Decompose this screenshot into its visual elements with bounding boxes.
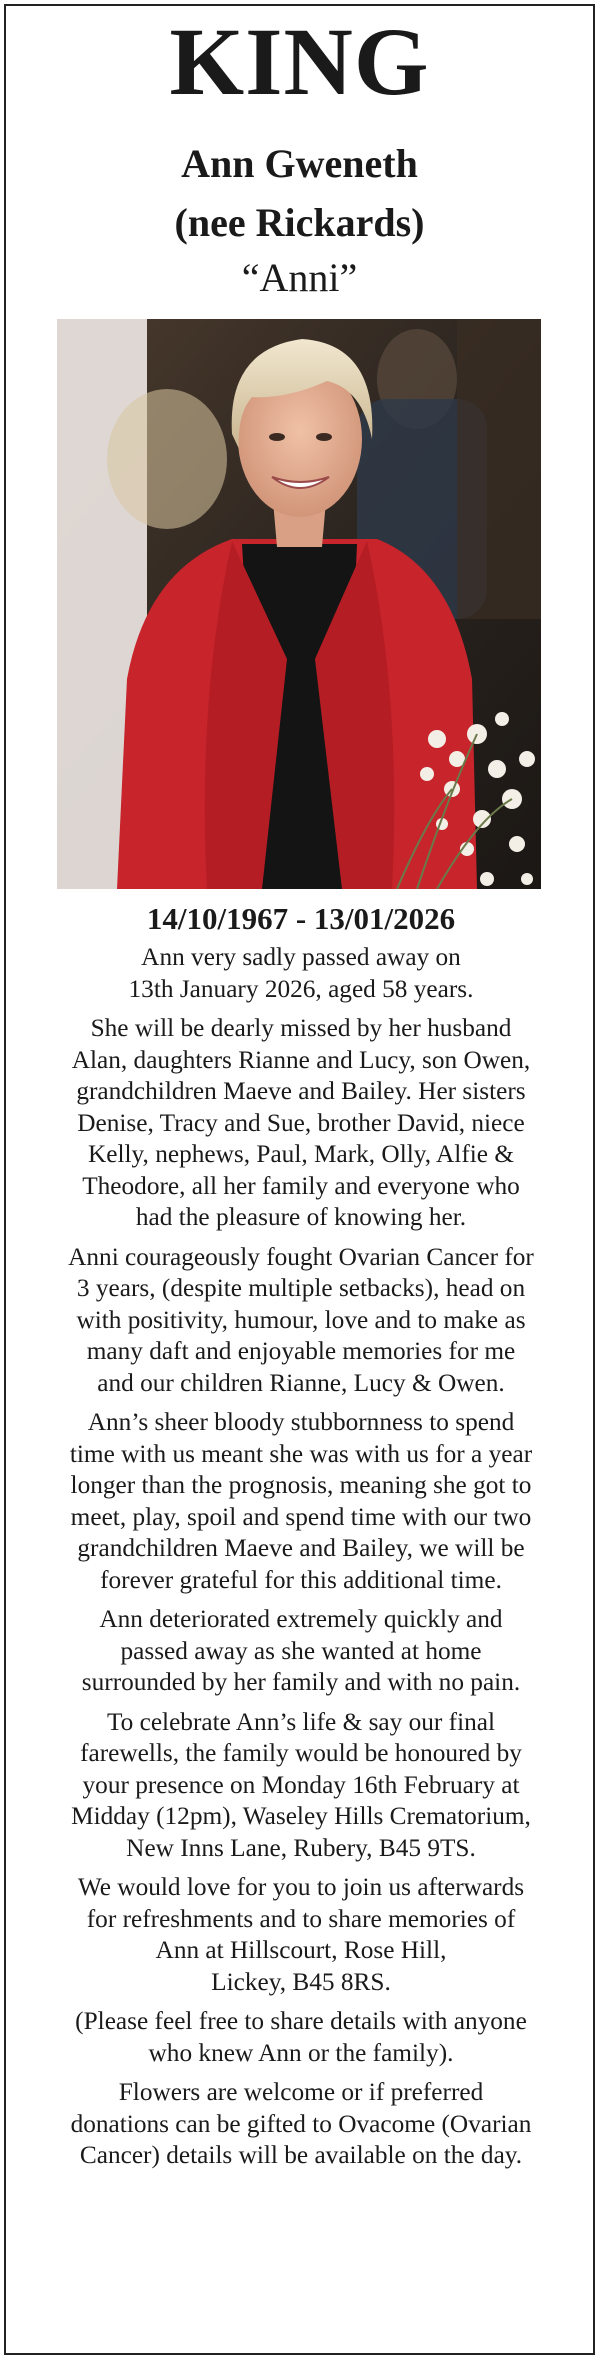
paragraph-family: She will be dearly missed by her husband Alan, daughters Rianne and Lucy, son Owen, grandchildren Maeve and Bailey. Her sisters Denise, Tracy and Sue, brother David, niece Kelly, nephews, Paul, Mark, Olly, Alfie & Theodore, all her family and everyone who had the pleasure of knowing her. [71,1014,531,1231]
life-dates: 14/10/1967 - 13/01/2026 [146,901,456,936]
paragraph-time: Ann’s sheer bloody stubbornness to spend time with us meant she was with us for a year longer than the prognosis, meaning she got to meet, play, spoil and spend time with our two grandchildren Maeve and Bailey, we will be forever grateful for this additional time. [69,1408,533,1594]
paragraph-passing: Ann very sadly passed away on 13th January 2026, aged 58 years. [128,943,474,1003]
background-right [457,319,541,619]
paragraph-funeral-details: To celebrate Ann’s life & say our final farewells, the family would be honoured by your presence on Monday 16th February at Midday (12pm), Waseley Hills Crematorium, New Inns Lane, Rubery, B45 9TS. [71,1707,531,1862]
maiden-name: (nee Rickards) [174,200,425,245]
nickname: “Anni” [241,255,358,300]
left-eye [269,433,285,441]
paragraph-illness: Anni courageously fought Ovarian Cancer for 3 years, (despite multiple setbacks), head on with positivity, humour, love and to make as many daft and enjoyable memories for me and our children Rianne, Lucy & Owen. [68,1242,534,1397]
table-flowers-blur [107,389,227,529]
paragraph-wake-details: We would love for you to join us afterwards for refreshments and to share memories of Ann at Hillscourt, Rose Hill, Lickey, B45 8RS. [77,1873,525,1996]
portrait-photo [57,319,541,889]
paragraph-flowers-donations: Flowers are welcome or if preferred donations can be gifted to Ovacome (Ovarian Cancer) details will be available on the day. [70,2078,532,2169]
portrait-illustration [57,319,541,889]
right-eye [316,433,332,441]
paragraph-deterioration: Ann deteriorated extremely quickly and passed away as she wanted at home surrounded by her family and with no pain. [81,1605,521,1696]
forenames: Ann Gweneth [181,141,418,186]
notice-body [10,942,592,2180]
surname-heading: KING [169,8,430,115]
paragraph-share-request: (Please feel free to share details with anyone who knew Ann or the family). [75,2007,527,2067]
